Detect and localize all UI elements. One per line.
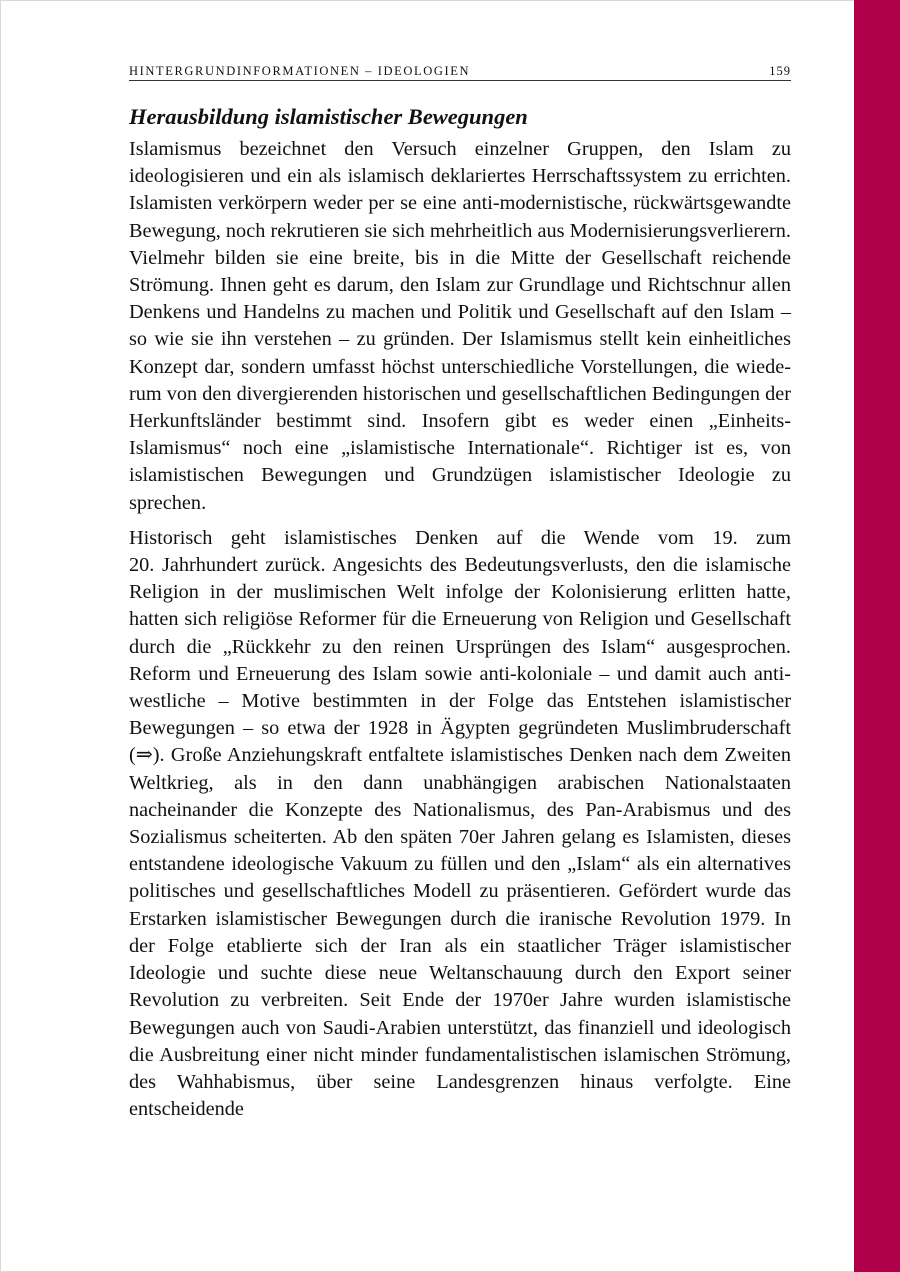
- section-heading: Herausbildung islamistischer Bewegungen: [129, 104, 528, 129]
- running-title: HINTERGRUNDINFORMATIONEN – IDEOLOGIEN: [129, 64, 471, 78]
- chapter-color-bar: [854, 0, 900, 1272]
- paragraph-2: Historisch geht islamistisches Denken auf die Wende vom 19. zum 20. Jahrhundert zurück. Angesichts des Bedeutungsverlusts, den die islamische Religion in der muslimischen Welt infolge der Kolonisierung erlitten hatte, hatten sich religiöse Reformer für die Erneuerung von Religion und Gesellschaft durch die „Rückkehr zu den reinen Ursprüngen des Islam“ ausgesprochen. Reform und Erneuerung des Islam sowie anti-koloniale – und damit auch anti-westliche – Motive bestimmten in der Folge das Entstehen islamistischer Bewegungen – so etwa der 1928 in Ägypten gegründeten Muslimbruderschaft (⇒). Große Anziehungskraft entfaltete islamistisches Denken nach dem Zweiten Weltkrieg, als in den dann unabhängigen arabischen Nationalstaaten nacheinander die Konzepte des Nationalismus, des Pan-Arabismus und des Sozialismus scheiterten. Ab den späten 70er Jahren gelang es Islamisten, dieses entstandene ideologische Vakuum zu füllen und den „Islam“ als ein alternatives politisches und gesellschaftliches Modell zu präsentieren. Gefördert wurde das Erstarken islamistischer Bewegungen durch die iranische Revolution 1979. In der Folge etablierte sich der Iran als ein staatlicher Träger islamistischer Ideologie und suchte diese neue Weltanschauung durch den Export seiner Revolution zu verbreiten. Seit Ende der 1970er Jahre wurden islamistische Bewegungen auch von Saudi-Arabien unterstützt, das finanziell und ideologisch die Ausbreitung einer nicht minder fundamentalistischen islamischen Strömung, des Wahhabismus, über seine Landesgrenzen hinaus verfolgte. Eine entscheidende: [129, 526, 791, 1121]
- page-number: 159: [769, 64, 791, 78]
- paragraph-1: Islamismus bezeichnet den Versuch einzelner Gruppen, den Islam zu ideologisieren und ein als islamisch deklariertes Herrschaftssystem zu errichten. Islamisten verkörpern weder per se eine anti-modernistische, rückwärtsgewandte Bewegung, noch rekrutieren sie sich mehrheitlich aus Modernisierungsverlierern. Vielmehr bilden sie eine breite, bis in die Mitte der Gesellschaft reichende Strömung. Ihnen geht es darum, den Islam zur Grundlage und Richtschnur allen Denkens und Handelns zu machen und Politik und Gesellschaft auf den Islam – so wie sie ihn verstehen – zu gründen. Der Islamismus stellt kein einheitliches Konzept dar, sondern umfasst höchst unterschiedliche Vorstellungen, die wiederum von den divergierenden historischen und gesellschaftlichen Bedingungen der Herkunftsländer bestimmt sind. Insofern gibt es weder einen „Einheits-Islamismus“ noch eine „islamistische Internationale“. Richtiger ist es, von islamistischen Bewegungen und Grundzügen islamistischer Ideologie zu sprechen.: [129, 138, 791, 514]
- main-text: [129, 102, 791, 1123]
- running-header: [129, 62, 791, 81]
